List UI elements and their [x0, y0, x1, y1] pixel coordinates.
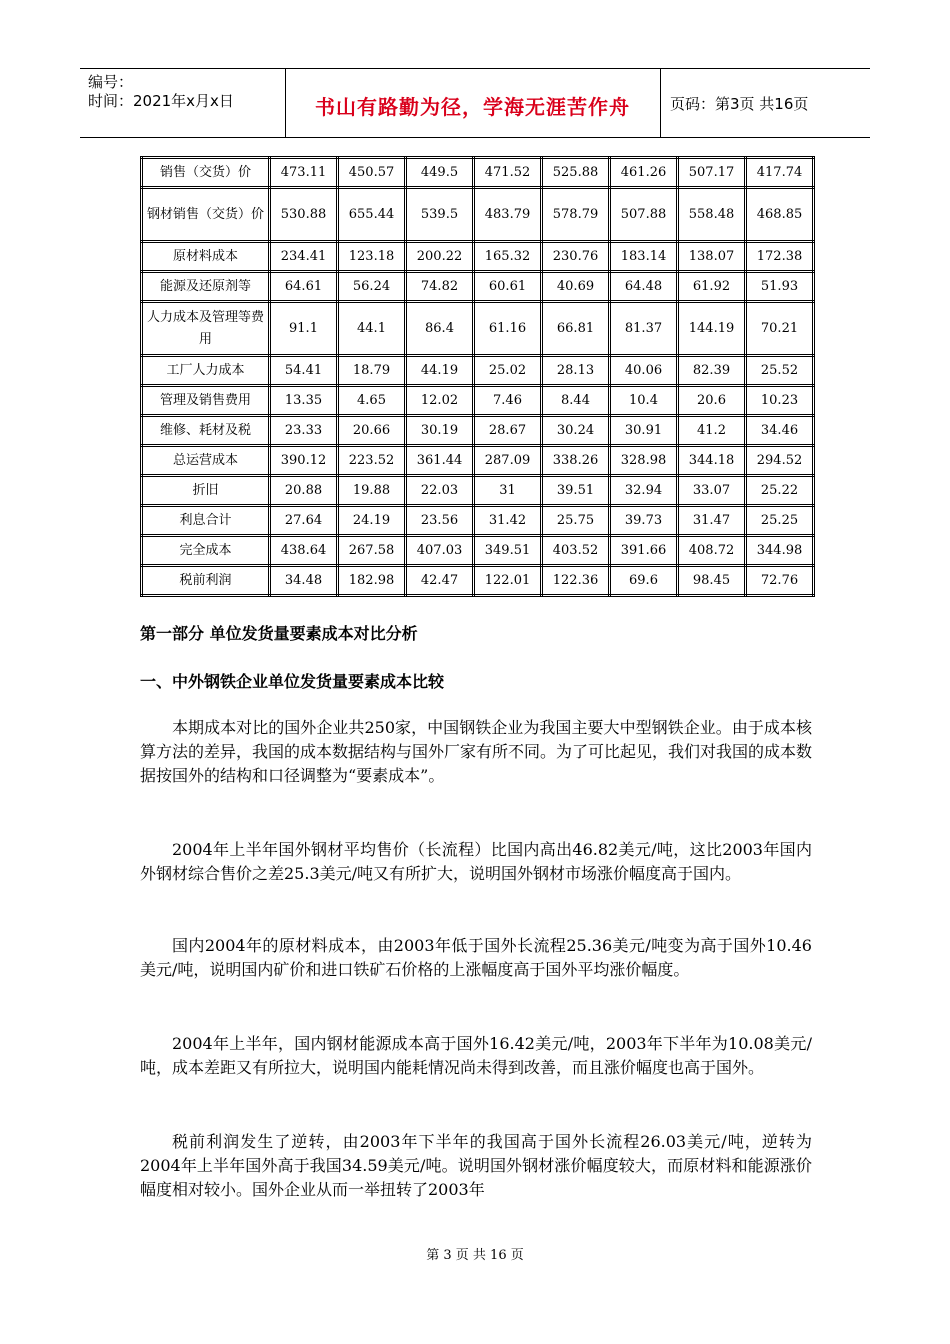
- table-row: [142, 506, 814, 536]
- table-cell: 403.52: [542, 536, 610, 566]
- table-cell: 20.66: [338, 416, 406, 446]
- row-label: 管理及销售费用: [142, 386, 270, 416]
- table-cell: 294.52: [746, 446, 814, 476]
- table-cell: 98.45: [678, 566, 746, 596]
- row-label: 工厂人力成本: [142, 356, 270, 386]
- table-cell: 7.46: [474, 386, 542, 416]
- table-cell: 530.88: [270, 188, 338, 242]
- table-cell: 449.5: [406, 158, 474, 188]
- paragraph: 税前利润发生了逆转，由2003年下半年的我国高于国外长流程26.03美元/吨，逆转为2004年上半年国外高于我国34.59美元/吨。说明国外钢材涨价幅度较大，而原材料和能源涨价幅度相对较小。国外企业从而一举扭转了2003年: [140, 1132, 812, 1199]
- document-number: 编号：: [88, 73, 134, 91]
- table-row: [142, 566, 814, 596]
- row-label: 人力成本及管理等费用: [142, 302, 270, 356]
- table-cell: 438.64: [270, 536, 338, 566]
- table-cell: 31.47: [678, 506, 746, 536]
- table-cell: 39.73: [610, 506, 678, 536]
- table-row: [142, 446, 814, 476]
- row-label: 原材料成本: [142, 242, 270, 272]
- table-row: [142, 476, 814, 506]
- table-cell: 34.46: [746, 416, 814, 446]
- table-cell: 20.88: [270, 476, 338, 506]
- table-cell: 64.48: [610, 272, 678, 302]
- table-cell: 70.21: [746, 302, 814, 356]
- table-cell: 27.64: [270, 506, 338, 536]
- table-cell: 417.74: [746, 158, 814, 188]
- table-cell: 408.72: [678, 536, 746, 566]
- table-cell: 344.98: [746, 536, 814, 566]
- row-label: 钢材销售（交货）价: [142, 188, 270, 242]
- table-cell: 20.6: [678, 386, 746, 416]
- table-cell: 468.85: [746, 188, 814, 242]
- table-row: [142, 416, 814, 446]
- table-cell: 230.76: [542, 242, 610, 272]
- page-header: [80, 68, 870, 138]
- table-cell: 483.79: [474, 188, 542, 242]
- row-label: 税前利润: [142, 566, 270, 596]
- table-cell: 328.98: [610, 446, 678, 476]
- table-cell: 461.26: [610, 158, 678, 188]
- table-cell: 60.61: [474, 272, 542, 302]
- paragraph: 本期成本对比的国外企业共250家，中国钢铁企业为我国主要大中型钢铁企业。由于成本核算方法的差异，我国的成本数据结构与国外厂家有所不同。为了可比起见，我们对我国的成本数据按国外的结构和口径调整为“要素成本”。: [140, 718, 813, 785]
- table-cell: 391.66: [610, 536, 678, 566]
- table-cell: 22.03: [406, 476, 474, 506]
- table-cell: 91.1: [270, 302, 338, 356]
- document-date: 时间：2021年x月x日: [88, 92, 234, 110]
- table-cell: 200.22: [406, 242, 474, 272]
- paragraph: 2004年上半年，国内钢材能源成本高于国外16.42美元/吨，2003年下半年为10.08美元/吨，成本差距又有所拉大，说明国内能耗情况尚未得到改善，而且涨价幅度也高于国外。: [140, 1034, 812, 1077]
- table-cell: 344.18: [678, 446, 746, 476]
- table-cell: 31.42: [474, 506, 542, 536]
- table-cell: 32.94: [610, 476, 678, 506]
- header-meta: [88, 73, 234, 111]
- table-cell: 338.26: [542, 446, 610, 476]
- table-cell: 10.4: [610, 386, 678, 416]
- table-cell: 19.88: [338, 476, 406, 506]
- table-cell: 234.41: [270, 242, 338, 272]
- table-cell: 539.5: [406, 188, 474, 242]
- table-cell: 267.58: [338, 536, 406, 566]
- paragraph: 2004年上半年国外钢材平均售价（长流程）比国内高出46.82美元/吨，这比2003年国内外钢材综合售价之差25.3美元/吨又有所扩大，说明国外钢材市场涨价幅度高于国内。: [140, 840, 812, 883]
- row-label: 维修、耗材及税: [142, 416, 270, 446]
- table-cell: 61.92: [678, 272, 746, 302]
- table-cell: 74.82: [406, 272, 474, 302]
- table-cell: 390.12: [270, 446, 338, 476]
- table-cell: 44.1: [338, 302, 406, 356]
- cost-table: [140, 156, 815, 597]
- table-cell: 61.16: [474, 302, 542, 356]
- table-cell: 182.98: [338, 566, 406, 596]
- page-footer: 第 3 页 共 16 页: [426, 1248, 524, 1263]
- table-cell: 165.32: [474, 242, 542, 272]
- table-cell: 34.48: [270, 566, 338, 596]
- table-cell: 64.61: [270, 272, 338, 302]
- table-cell: 4.65: [338, 386, 406, 416]
- table-cell: 30.24: [542, 416, 610, 446]
- table-cell: 86.4: [406, 302, 474, 356]
- table-cell: 525.88: [542, 158, 610, 188]
- table-cell: 25.25: [746, 506, 814, 536]
- table-cell: 54.41: [270, 356, 338, 386]
- table-cell: 81.37: [610, 302, 678, 356]
- table-cell: 473.11: [270, 158, 338, 188]
- table-cell: 40.06: [610, 356, 678, 386]
- table-cell: 122.01: [474, 566, 542, 596]
- row-label: 完全成本: [142, 536, 270, 566]
- table-row: [142, 356, 814, 386]
- table-row: [142, 272, 814, 302]
- table-cell: 223.52: [338, 446, 406, 476]
- table-cell: 25.22: [746, 476, 814, 506]
- table-cell: 25.52: [746, 356, 814, 386]
- table-cell: 69.6: [610, 566, 678, 596]
- table-cell: 183.14: [610, 242, 678, 272]
- table-cell: 578.79: [542, 188, 610, 242]
- table-cell: 655.44: [338, 188, 406, 242]
- table-cell: 72.76: [746, 566, 814, 596]
- table-cell: 23.56: [406, 506, 474, 536]
- table-cell: 122.36: [542, 566, 610, 596]
- table-cell: 28.67: [474, 416, 542, 446]
- table-cell: 123.18: [338, 242, 406, 272]
- header-divider: [660, 69, 661, 137]
- table-cell: 25.02: [474, 356, 542, 386]
- table-cell: 349.51: [474, 536, 542, 566]
- row-label: 能源及还原剂等: [142, 272, 270, 302]
- table-cell: 44.19: [406, 356, 474, 386]
- table-cell: 12.02: [406, 386, 474, 416]
- table-cell: 8.44: [542, 386, 610, 416]
- table-cell: 172.38: [746, 242, 814, 272]
- table-cell: 40.69: [542, 272, 610, 302]
- table-cell: 507.17: [678, 158, 746, 188]
- table-cell: 10.23: [746, 386, 814, 416]
- table-cell: 144.19: [678, 302, 746, 356]
- table-cell: 28.13: [542, 356, 610, 386]
- table-cell: 407.03: [406, 536, 474, 566]
- part-title: 第一部分 单位发货量要素成本对比分析: [140, 624, 418, 643]
- table-row: [142, 386, 814, 416]
- table-row: [142, 242, 814, 272]
- table-cell: 25.75: [542, 506, 610, 536]
- table-cell: 39.51: [542, 476, 610, 506]
- header-page-number: 页码：第3页 共16页: [670, 95, 809, 113]
- table-cell: 13.35: [270, 386, 338, 416]
- table-cell: 361.44: [406, 446, 474, 476]
- section-title: 一、中外钢铁企业单位发货量要素成本比较: [140, 672, 445, 691]
- table-cell: 24.19: [338, 506, 406, 536]
- table-cell: 82.39: [678, 356, 746, 386]
- table-cell: 450.57: [338, 158, 406, 188]
- row-label: 折旧: [142, 476, 270, 506]
- table-cell: 30.19: [406, 416, 474, 446]
- table-cell: 33.07: [678, 476, 746, 506]
- table-cell: 41.2: [678, 416, 746, 446]
- header-motto: 书山有路勤为径，学海无涯苦作舟: [315, 95, 630, 119]
- table-cell: 56.24: [338, 272, 406, 302]
- paragraph: 国内2004年的原材料成本，由2003年低于国外长流程25.36美元/吨变为高于国外10.46美元/吨，说明国内矿价和进口铁矿石价格的上涨幅度高于国外平均涨价幅度。: [140, 936, 812, 979]
- table-row: [142, 302, 814, 356]
- row-label: 总运营成本: [142, 446, 270, 476]
- table-cell: 31: [474, 476, 542, 506]
- row-label: 销售（交货）价: [142, 158, 270, 188]
- table-cell: 66.81: [542, 302, 610, 356]
- table-cell: 287.09: [474, 446, 542, 476]
- table-row: [142, 158, 814, 188]
- table-cell: 51.93: [746, 272, 814, 302]
- table-cell: 138.07: [678, 242, 746, 272]
- table-cell: 507.88: [610, 188, 678, 242]
- table-cell: 30.91: [610, 416, 678, 446]
- table-row: [142, 188, 814, 242]
- table-cell: 42.47: [406, 566, 474, 596]
- table-cell: 23.33: [270, 416, 338, 446]
- table-cell: 558.48: [678, 188, 746, 242]
- table-cell: 471.52: [474, 158, 542, 188]
- table-row: [142, 536, 814, 566]
- table-cell: 18.79: [338, 356, 406, 386]
- row-label: 利息合计: [142, 506, 270, 536]
